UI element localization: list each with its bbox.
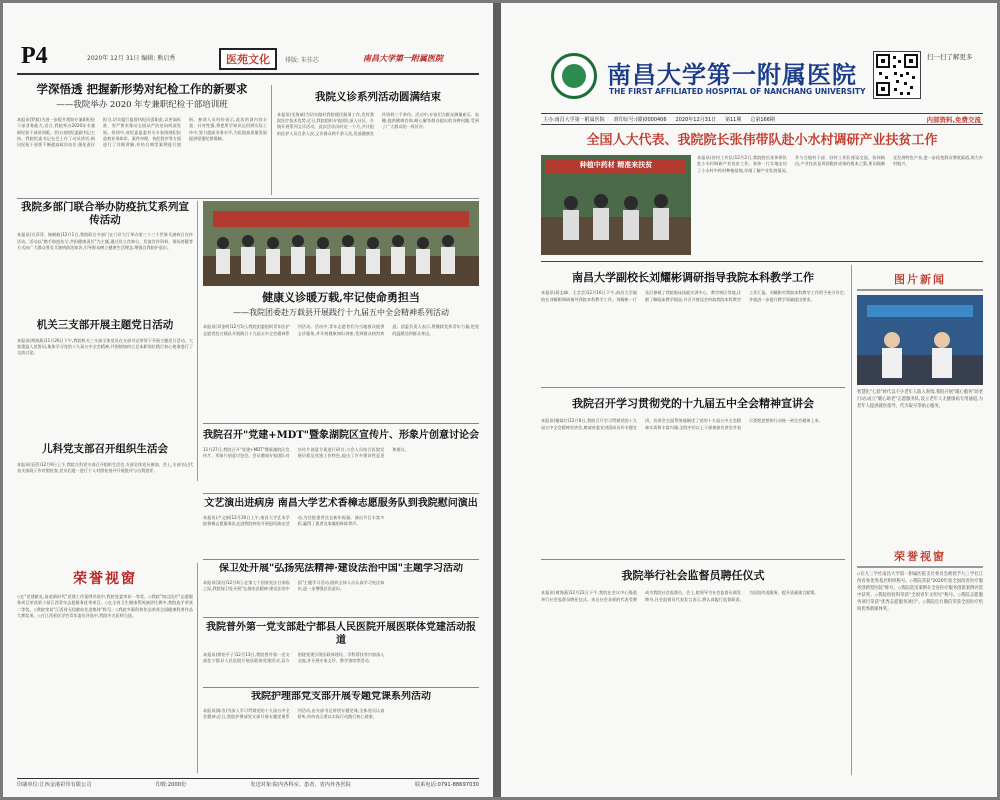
photo-news-heading: 图片新闻 <box>894 273 946 286</box>
article-title: 我院举行社会监督员聘任仪式 <box>621 569 765 582</box>
masthead-english: THE FIRST AFFILIATED HOSPITAL OF NANCHANG UNIVERSITY <box>609 87 866 96</box>
masthead-rule <box>17 73 479 75</box>
issue-number: 第11期 <box>725 116 742 123</box>
total-issue: 总第166期 <box>750 116 775 123</box>
article-ningdu-alliance <box>203 621 479 683</box>
issue-info-bar <box>541 113 983 125</box>
honor-list: ◇在九三学社南昌大学第一附属医院支社委员会被授予九三学社江西省委优秀基层组织称号。◇我院荣获"2020年度全国改善医疗服务创新型医院"称号。◇我院选送案例在全省医疗服务创新案例评选中获奖。◇我院检验科荣获"全国青年文明号"称号。◇我院志愿服务项目荣获"优秀志愿服务项目"。◇我院官方微信荣获全国医疗机构优秀新媒体奖。 <box>857 572 983 612</box>
article-title: 学深悟透 把握新形势对纪检工作的新要求 <box>36 83 248 96</box>
qr-caption: 扫一扫了解更多 <box>927 53 973 61</box>
article-title: 儿科党支部召开组织生活会 <box>42 443 168 455</box>
article-body: 本报讯(黄海燕)11月26日下午,我院机关三支部全体党员在支部书记带领下开展主题党日活动。大家重温入党誓词,集体学习党的十九届五中全会精神,并围绕如何立足本职岗位践行初心使命进行了交流讨论。 <box>17 337 193 356</box>
article-body: 本报讯(罗毅)为进一步提升我院专兼职纪检干部业务能力,近日,我院举办2020年专兼职纪检干部培训班。会议由院纪委副书记主持。我院纪委书记在会上作了动员讲话,指出纪检干部要不断提高政治站位,强化责任担当,切实履行监督执纪问责职责,以更高标准、更严要求推动全面从严治党向纵深发展。培训中,省纪委监委有关专家围绕纪检监察业务知识、案件审理、执纪程序等方面进行了详细讲解,并结合典型案例进行剖析。参训人员纷纷表示,此次培训内容丰富、针对性强,将把所学知识运用到实际工作中,努力提高业务水平,为医院高质量发展提供坚强纪律保障。 <box>17 116 267 148</box>
section-title: 医苑文化 <box>219 48 277 70</box>
article-subtitle: ——我院举办 2020 年专兼职纪检干部培训班 <box>56 99 228 110</box>
article-constitution-study <box>203 563 479 613</box>
article-mdt-meeting <box>203 429 479 491</box>
honor-heading: 荣誉视窗 <box>73 571 137 587</box>
section-divider <box>203 423 479 424</box>
section-divider <box>203 559 479 560</box>
issue-meta: 2020年 12月 31日 编辑: 熊启秀 <box>87 55 176 62</box>
column-divider <box>197 201 198 481</box>
column-divider <box>197 563 198 773</box>
section-divider <box>541 261 983 262</box>
article-title: 保卫处开展"弘扬宪法精神·建设法治中国"主题学习活动 <box>219 563 463 574</box>
article-body: 本报讯(卢文娟)12月30日上午,南昌大学艺术学院香樟志愿服务队走进我院病房开展慰问演出活动,为住院患者送去新年祝福。演出节目丰富多彩,赢得了患者及家属的阵阵掌声。 <box>203 515 385 527</box>
honor-list: ◇在"党建献礼,奋进新时代"党建工作案例评选中,我院党委荣获一等奖。◇我院"知点医疗"志愿服务项目荣获第十届江西青年志愿服务优秀项目。◇在全省卫生健康系统演讲比赛中,我院选手荣获二等奖。◇我院荣获"江西省无偿献血先进集体"称号。◇我院多篇科普作品荣获全国健康科普作品大赛奖项。◇在江西省医学会青年委员评选中,我院多名医师当选。 <box>17 594 193 619</box>
footer-distribution: 发送对象:院内各科室、患者、省内外各医院 <box>250 782 351 788</box>
column-divider <box>851 265 852 775</box>
article-vice-president-visit <box>541 267 845 382</box>
article-body: 本报讯(袁蓓)12月9日上午,我院儿科党支部召开组织生活会,支部全体党员参加。会上,支部书记代表支部班子作对照检查,党员们逐一进行个人对照检查并开展批评与自我批评。 <box>17 461 193 473</box>
article-title: 健康义诊暖万载,牢记使命勇担当 <box>262 291 420 304</box>
article-body: 本报讯(蒋志峰、王芸芸)12月16日下午,南昌大学副校长刘耀彬调研指导我院本科教学工作。刘耀彬一行先后参观了我院临床技能实训中心、教学病区等地,详细了解临床教学情况,并召开座谈会听取我院本科教学工作汇报。刘耀彬对我院本科教学工作给予充分肯定,并就进一步提升教学质量提出要求。 <box>541 290 845 302</box>
honor-heading-right: 荣誉视窗 <box>894 550 946 563</box>
section-divider <box>541 387 845 388</box>
article-discipline-training <box>17 83 267 195</box>
article-body: 本报讯(驻村工作队)12月2日,我院院长张伟带队赴小水村调研产业扶贫工作。张伟一行实地走访了小水村中药材种植基地,详细了解产业发展情况,并与当地村干部、驻村工作队座谈交流。张伟指出,产业扶贫是巩固脱贫成果的根本之策,要因地制宜发展特色产业,进一步拓宽群众增收渠道,助力乡村振兴。 <box>697 155 983 173</box>
section-divider <box>203 687 479 688</box>
right-page <box>501 3 997 797</box>
section-divider <box>17 198 479 199</box>
article-party-day <box>17 319 193 431</box>
photo-news-caption <box>857 389 983 529</box>
honor-window-right <box>857 571 983 776</box>
qr-code-icon <box>873 51 921 99</box>
article-title: 我院护理部党支部开展专题党课系列活动 <box>251 691 431 702</box>
article-plenary-lecture <box>541 391 845 556</box>
issue-date: 2020年12月31日 <box>675 116 716 123</box>
article-body: 本报讯(邓金明)12月5日,我院团委组织青年医护志愿者赴万载县开展践行十九届五中全会精神系列活动。活动中,青年志愿者们为当地群众提供义诊服务,并开展健康知识讲座,受到群众热烈欢迎。团委负责人表示,将继续发挥青年力量,把党的温暖送到群众身边。 <box>203 324 479 336</box>
section-divider <box>203 617 479 618</box>
photo-news-image <box>857 295 983 385</box>
lead-article-photo <box>541 155 691 255</box>
permit-number: 准印证号:(赣)0000406 <box>613 116 667 123</box>
article-body: 本报讯(黄海燕)12月22日下午,我院在会议中心隆重举行社会监督员聘任仪式。来自社会各界的代表受聘成为我院社会监督员。会上,院领导为社会监督员颁发聘书,社会监督员代表发言表示,将认真履行监督职责,为医院改进服务、提升质量建言献策。 <box>541 590 819 602</box>
page-number: P4 <box>21 43 48 69</box>
heading-rule <box>857 566 983 568</box>
lead-article-title: 全国人大代表、我院院长张伟带队赴小水村调研产业扶贫工作 <box>586 133 938 148</box>
honor-window-left <box>17 568 193 773</box>
newspaper-spread <box>3 3 997 797</box>
article-body: 11月27日,我院召开"党建+MDT"暨象湖院区宣传片、形象片创意讨论会。会议邀请专家团队对宣传片创意方案进行研讨,与会人员结合医院发展历程及党建工作特色,提出了许多建设性意见和建议。 <box>203 447 409 459</box>
editor-label: 排版: 朱佳芯 <box>285 57 319 64</box>
photo-banner-text: 种植中药材 精准来扶贫 <box>579 161 653 169</box>
article-title: 我院多部门联合举办防疫抗艾系列宣传活动 <box>21 201 189 226</box>
article-free-clinic <box>277 91 479 195</box>
hospital-name-small: 南昌大学第一附属医院 <box>363 53 443 63</box>
lead-article-body <box>697 155 983 255</box>
article-body: 本报讯(徐怡平子)12月13日,我院普外第一党支部赴宁都县人民医院开展医联体党建活动,双方围绕党建引领医联体建设、学科帮扶等内容深入交流,并开展专家义诊、教学查房等活动。 <box>203 652 385 664</box>
article-body: 本报讯(陈洁)为深入学习贯彻党的十九届五中全会精神,近日,我院护理部党支部开展专题党课系列活动,由支部书记讲授专题党课,全体党员认真聆听,纷纷表示要以实际行动践行初心使命。 <box>203 708 385 720</box>
article-aids-campaign <box>17 201 193 313</box>
article-title: 南昌大学副校长刘耀彬调研指导我院本科教学工作 <box>572 271 814 284</box>
article-body: 本报讯(毛海威)为切实做好我院便民服务工作,发挥我院医疗技术优势,近日,我院组织专家团队深入社区、乡镇开展系列义诊活动。此次活动历时近一个月,共计组织医护人员百余人次,义诊群众两千余人次,发放健康宣传资料三千余份。活动中,专家们为群众测量血压、血糖,提供健康咨询,耐心解答群众提出的各种问题,受到了广大群众的一致好评。 <box>277 111 479 136</box>
footer-rule <box>17 778 479 779</box>
article-nursing-party-lecture <box>203 691 479 773</box>
page-gutter <box>493 3 501 797</box>
article-title: 我院普外第一党支部赴宁都县人民医院开展医联体党建活动报道 <box>206 622 476 646</box>
article-body: 本报讯(方萍萍、杨帆帆)12月1日,我院联合多部门在门诊大厅举办第三十三个世界艾滋病日宣传活动。活动以"携手防疫抗艾,共担健康责任"为主题,通过设立咨询台、发放宣传资料、现场答疑等方式向广大群众普及艾滋病防治知识,引导群众树立健康生活理念,增强自我防护意识。 <box>17 232 193 250</box>
footer-printer: 印刷单位:江西金港彩印有限公司 <box>17 782 92 788</box>
left-page <box>3 3 493 797</box>
article-pediatrics-party <box>17 443 193 558</box>
article-body: 本报讯(梁昌)12月4日,在第七个国家宪法日来临之际,我院保卫处开展"弘扬宪法精神·建设法治中国"主题学习活动,组织全体人员认真学习宪法知识,进一步增强法治意识。 <box>203 580 385 592</box>
footer <box>17 781 479 793</box>
column-divider <box>271 85 272 195</box>
article-title: 我院召开学习贯彻党的十九届五中全会精神宣讲会 <box>572 397 814 410</box>
volunteer-team-photo <box>203 201 479 286</box>
caption-text: 智慧化"七彩"时代以不少老年人陷入窘境,我院开展"暖心服务"助老行动,成立"暖心助老"志愿服务队,设立老年人无健康码专用通道,为老年人提供就医指导、代为取号等贴心服务。 <box>857 390 983 409</box>
article-body: 本报讯(谢嵩红)12月8日,我院召开学习贯彻党的十九届五中全会精神宣讲会,邀请省委宣讲团成员作专题宣讲。宣讲会全面系统地阐述了党的十九届五中全会精神实质和丰富内涵,全院中层以上干部参加宣讲会并表示要把思想和行动统一到全会精神上来。 <box>541 418 823 430</box>
article-art-performance <box>203 497 479 553</box>
article-subtitle: ——我院团委赴万载县开展践行十九届五中全会精神系列活动 <box>233 308 449 318</box>
article-title: 我院召开"党建+MDT"暨象湖院区宣传片、形象片创意讨论会 <box>203 430 479 441</box>
footer-phone: 联系电话:0791-88697030 <box>415 782 479 788</box>
section-divider <box>203 493 479 494</box>
section-divider <box>541 559 845 560</box>
article-supervisor-ceremony <box>541 563 845 775</box>
heading-rule <box>857 289 983 291</box>
sponsor: 主办:南昌大学第一附属医院 <box>543 116 605 123</box>
internal-label: 内部资料,免费交流 <box>926 115 981 124</box>
hospital-logo <box>551 53 597 99</box>
footer-circulation: 印数:2000份 <box>155 782 187 788</box>
masthead-title: 南昌大学第一附属医院 <box>607 60 857 89</box>
article-title: 文艺演出进病房 南昌大学艺术香樟志愿服务队到我院慰问演出 <box>204 498 478 509</box>
article-title: 机关三支部开展主题党日活动 <box>36 319 174 331</box>
article-title: 我院义诊系列活动圆满结束 <box>315 91 441 103</box>
